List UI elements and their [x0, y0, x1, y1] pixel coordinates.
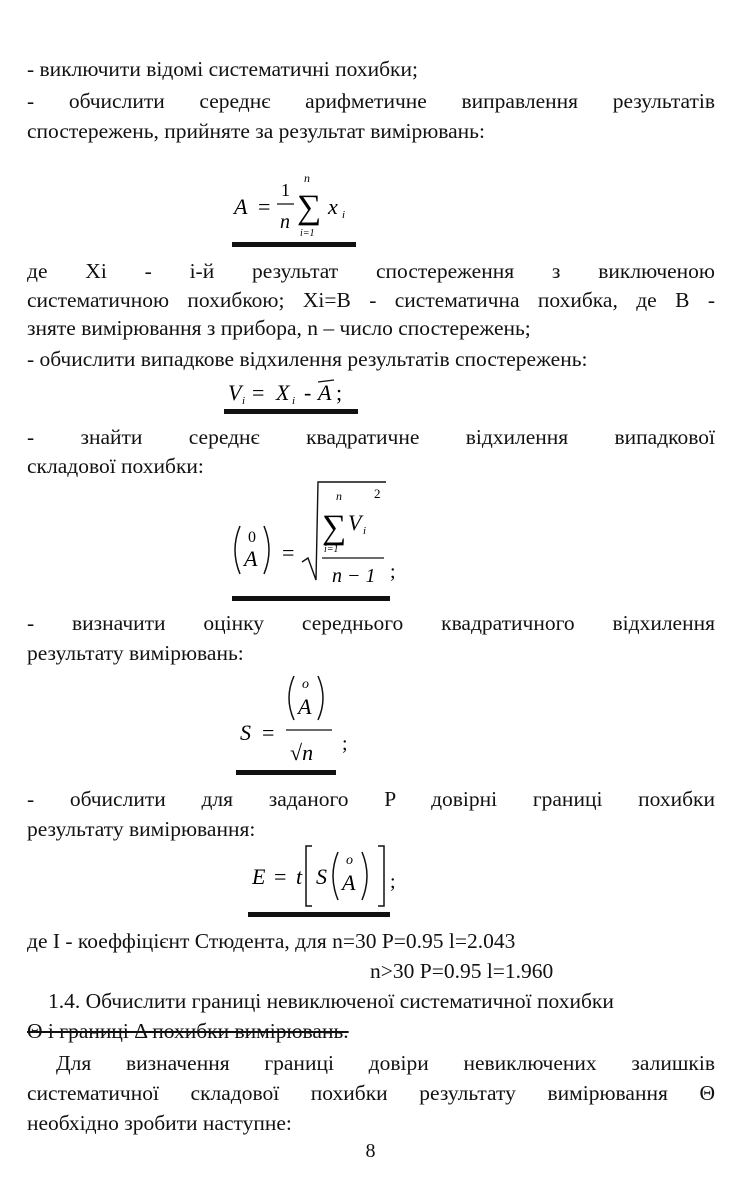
- formula-symbol: =: [274, 864, 287, 889]
- text-line: систематичною похибкою; Xi=B - систематична похибка, де B -: [27, 288, 715, 312]
- formula-symbol: =: [258, 194, 271, 219]
- formula-symbol: 2: [374, 486, 381, 501]
- formula-symbol: n: [336, 489, 342, 503]
- formula-symbol: ;: [342, 733, 348, 755]
- formula-symbol: 0: [248, 529, 256, 546]
- formula-symbol: =: [262, 720, 275, 745]
- formula-symbol: ∑: [297, 189, 322, 226]
- formula-symbol: n: [280, 211, 290, 233]
- formula-symbol: A: [318, 380, 332, 405]
- formula-symbol: x: [328, 194, 338, 219]
- text-line: зняте вимірювання з прибора, n – число спостережень;: [27, 316, 531, 340]
- formula-symbol: A: [244, 546, 258, 571]
- formula-symbol: A: [342, 870, 356, 895]
- formula-deviation: [222, 372, 362, 418]
- formula-symbol: ;: [390, 871, 396, 893]
- formula-symbol: S: [316, 864, 327, 889]
- formula-symbol: ∑: [322, 509, 347, 546]
- section-heading: 1.4. Обчислити границі невиключеної систематичної похибки: [48, 989, 614, 1013]
- text-line: - виключити відомі систематичні похибки;: [27, 57, 418, 81]
- formula-symbol: i: [363, 525, 367, 537]
- formula-symbol: i: [342, 209, 346, 221]
- formula-symbol: i=1: [324, 544, 339, 555]
- formula-symbol: √n: [290, 740, 314, 765]
- formula-confidence-bound: [244, 840, 404, 922]
- formula-symbol: ;: [336, 380, 343, 405]
- formula-symbol: V: [228, 380, 242, 405]
- text-line: складової похибки:: [27, 454, 204, 478]
- text-line: спостережень, прийняте за результат вимірювань:: [27, 119, 485, 143]
- formula-symbol: =: [282, 540, 295, 565]
- formula-symbol: n − 1: [332, 565, 376, 587]
- formula-symbol: t: [296, 864, 303, 889]
- formula-symbol: =: [252, 380, 265, 405]
- formula-symbol: ;: [390, 561, 396, 583]
- text-line: систематичної складової похибки результату вимірювання Θ: [27, 1081, 715, 1105]
- text-line: - обчислити випадкове відхилення результатів спостережень:: [27, 347, 588, 371]
- text-line: де I - коеффіцієнт Стюдента, для n=30 P=0.95 l=2.043: [27, 929, 516, 953]
- formula-estimate: [232, 664, 362, 782]
- formula-mean: [226, 168, 366, 252]
- text-line: де Xi - i-й результат спостереження з виключеною: [27, 259, 715, 283]
- formula-symbol: i: [242, 395, 246, 407]
- formula-std-deviation: [226, 478, 406, 608]
- formula-symbol: A: [298, 694, 312, 719]
- text-line: результату вимірювання:: [27, 817, 256, 841]
- text-line: Θ і границі Δ похибки вимірювань.: [27, 1019, 349, 1043]
- text-line: необхідно зробити наступне:: [27, 1111, 292, 1135]
- formula-symbol: o: [346, 853, 353, 868]
- text-line: результату вимірювань:: [27, 641, 244, 665]
- formula-symbol: V: [348, 510, 362, 535]
- formula-symbol: A: [234, 194, 248, 219]
- formula-symbol: 1: [281, 180, 290, 200]
- formula-symbol: S: [240, 720, 251, 745]
- formula-symbol: -: [304, 380, 312, 405]
- formula-symbol: i=1: [300, 228, 315, 239]
- formula-symbol: X: [276, 380, 290, 405]
- formula-symbol: E: [252, 864, 266, 889]
- page-number: 8: [365, 1140, 376, 1162]
- text-line: - знайти середнє квадратичне відхилення випадкової: [27, 425, 715, 449]
- text-line: Для визначення границі довіри невиключених залишків: [56, 1051, 715, 1075]
- formula-symbol: n: [304, 171, 310, 185]
- text-line: - визначити оцінку середнього квадратичного відхилення: [27, 611, 715, 635]
- text-line: - обчислити середнє арифметичне виправлення результатів: [27, 89, 715, 113]
- formula-symbol: i: [292, 395, 296, 407]
- text-line: - обчислити для заданого P довірні границі похибки: [27, 787, 715, 811]
- formula-symbol: o: [302, 677, 309, 692]
- text-line: n>30 P=0.95 l=1.960: [370, 959, 554, 983]
